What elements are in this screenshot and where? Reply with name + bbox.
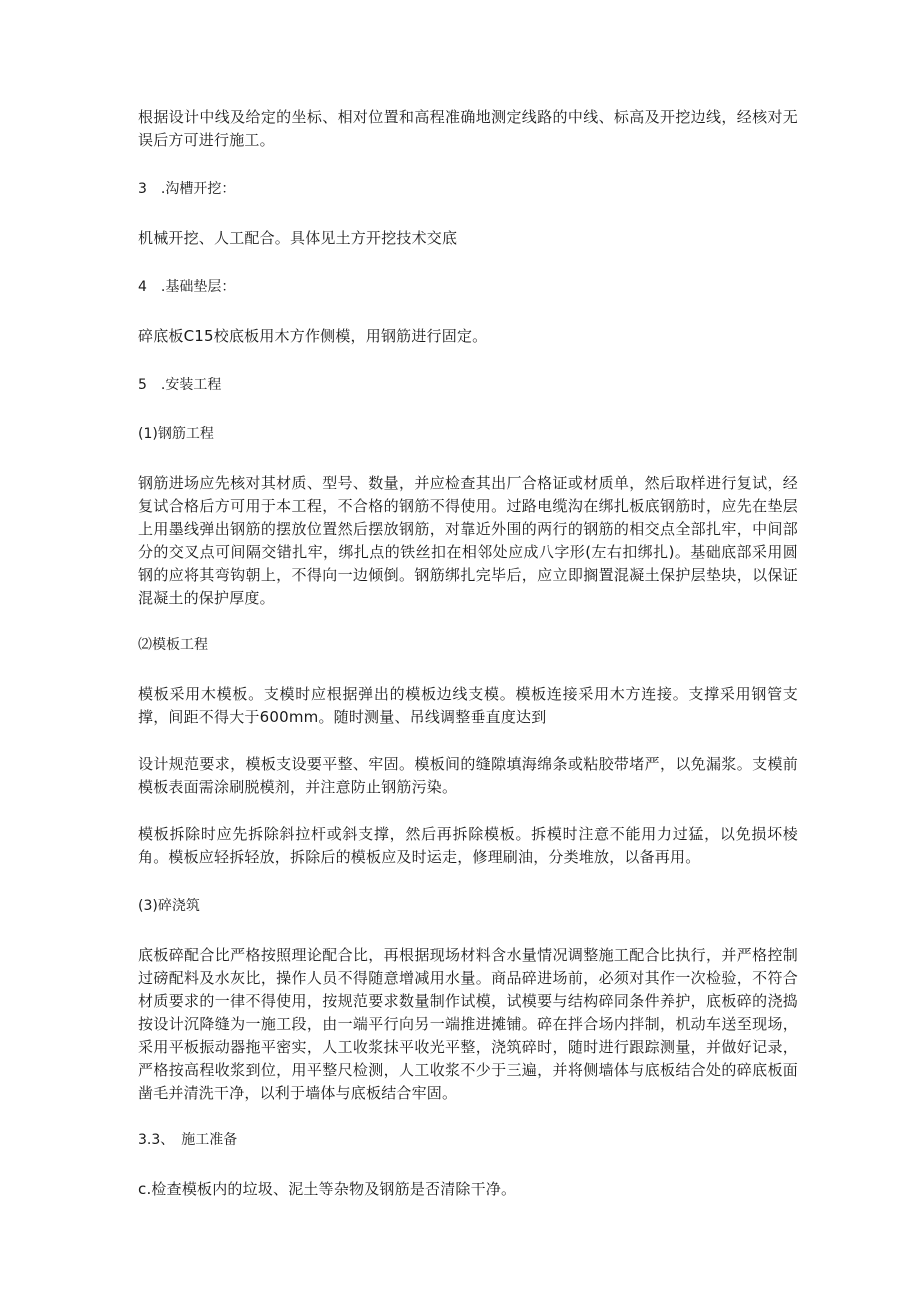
paragraph-formwork-removal: 模板拆除时应先拆除斜拉杆或斜支撑，然后再拆除模板。拆模时注意不能用力过猛，以免损坏棱角。模板应轻拆轻放，拆除后的模板应及时运走，修理刷油，分类堆放，以备再用。: [138, 825, 798, 866]
paragraph-cushion: 碎底板C15校底板用木方作侧模，用钢筋进行固定。: [138, 327, 488, 345]
heading-foundation-cushion: 4 .基础垫层：: [138, 279, 236, 295]
heading-construction-prep: 3.3、 施工准备: [138, 1132, 238, 1148]
heading-installation: 5 .安装工程: [138, 377, 222, 393]
paragraph-survey: 根据设计中线及给定的坐标、相对位置和高程准确地测定线路的中线、标高及开挖边线，经核对无误后方可进行施工。: [138, 108, 798, 149]
paragraph-formwork-1: 模板采用木模板。支模时应根据弹出的模板边线支模。模板连接采用木方连接。支撑采用钢管支撑，间距不得大于600mm。随时测量、吊线调整垂直度达到: [138, 685, 798, 726]
heading-concrete-pouring: (3)碎浇筑: [138, 898, 200, 914]
paragraph-formwork-2: 设计规范要求，模板支设要平整、牢固。模板间的缝隙填海绵条或粘胶带堵严，以免漏浆。支模前模板表面需涂刷脱模剂，并注意防止钢筋污染。: [138, 755, 798, 796]
heading-rebar-works: (1)钢筋工程: [138, 426, 214, 442]
paragraph-excavation: 机械开挖、人工配合。具体见土方开挖技术交底: [138, 229, 458, 247]
heading-formwork: ⑵模板工程: [138, 637, 208, 653]
heading-trench-excavation: 3 .沟槽开挖：: [138, 181, 236, 197]
paragraph-check-formwork: c.检查模板内的垃圾、泥土等杂物及钢筋是否清除干净。: [138, 1180, 517, 1198]
paragraph-concrete: 底板碎配合比严格按照理论配合比，再根据现场材料含水量情况调整施工配合比执行，并严格控制过磅配料及水灰比，操作人员不得随意增减用水量。商品碎进场前，必须对其作一次检验，不符合材质要求的一律不得使用，按规范要求数量制作试模，试模要与结构碎同条件养护，底板碎的浇捣按设计沉降缝为一施工段，由一端平行向另一端推进摊铺。碎在拌合场内拌制，机动车送至现场，采用平板振动器拖平密实，人工收浆抹平收光平整，浇筑碎时，随时进行跟踪测量，并做好记录，严格按高程收浆到位，用平整尺检测，人工收浆不少于三遍，并将侧墙体与底板结合处的碎底板面凿毛并清洗干净，以利于墙体与底板结合牢固。: [138, 946, 798, 1102]
paragraph-rebar: 钢筋进场应先核对其材质、型号、数量，并应检查其出厂合格证或材质单，然后取样进行复试，经复试合格后方可用于本工程，不合格的钢筋不得使用。过路电缆沟在绑扎板底钢筋时，应先在垫层上用墨线弹出钢筋的摆放位置然后摆放钢筋，对靠近外围的两行的钢筋的相交点全部扎牢，中间部分的交叉点可间隔交错扎牢，绑扎点的铁丝扣在相邻处应成八字形(左右扣绑扎)。基础底部采用圆钢的应将其弯钩朝上，不得向一边倾倒。钢筋绑扎完毕后，应立即搁置混凝土保护层垫块，以保证混凝土的保护厚度。: [138, 474, 798, 607]
document-body: [138, 106, 798, 1201]
